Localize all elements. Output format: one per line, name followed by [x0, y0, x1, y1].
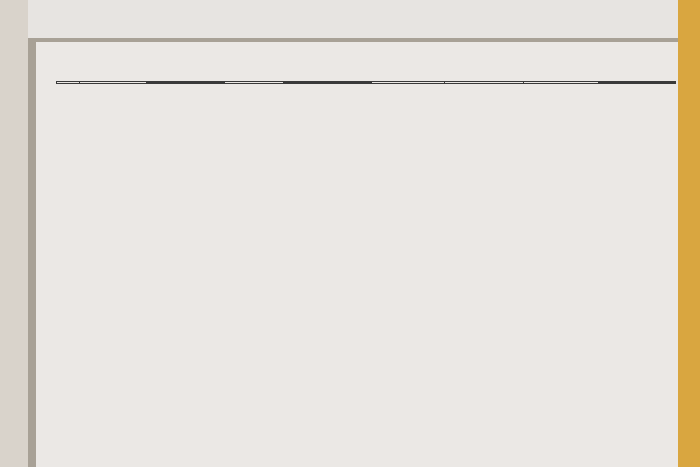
header-ec	[371, 82, 444, 84]
header-nume	[80, 82, 147, 84]
header-materna-scris	[354, 83, 371, 84]
header-romana-competente	[147, 83, 208, 84]
results-sheet	[36, 42, 678, 467]
results-table	[56, 81, 676, 84]
header-nr	[57, 82, 80, 84]
left-adjacent-sheet	[0, 0, 28, 467]
page-number	[66, 68, 74, 74]
previous-page-sheet	[28, 0, 678, 38]
header-materna-competente	[283, 83, 354, 84]
header-romana-scris	[207, 83, 224, 84]
header-stare	[637, 83, 676, 84]
header-media	[598, 83, 637, 84]
header-moderna	[224, 82, 283, 84]
header-ed	[444, 82, 523, 84]
header-competente-digitale	[523, 82, 598, 84]
wall-background	[678, 0, 700, 467]
